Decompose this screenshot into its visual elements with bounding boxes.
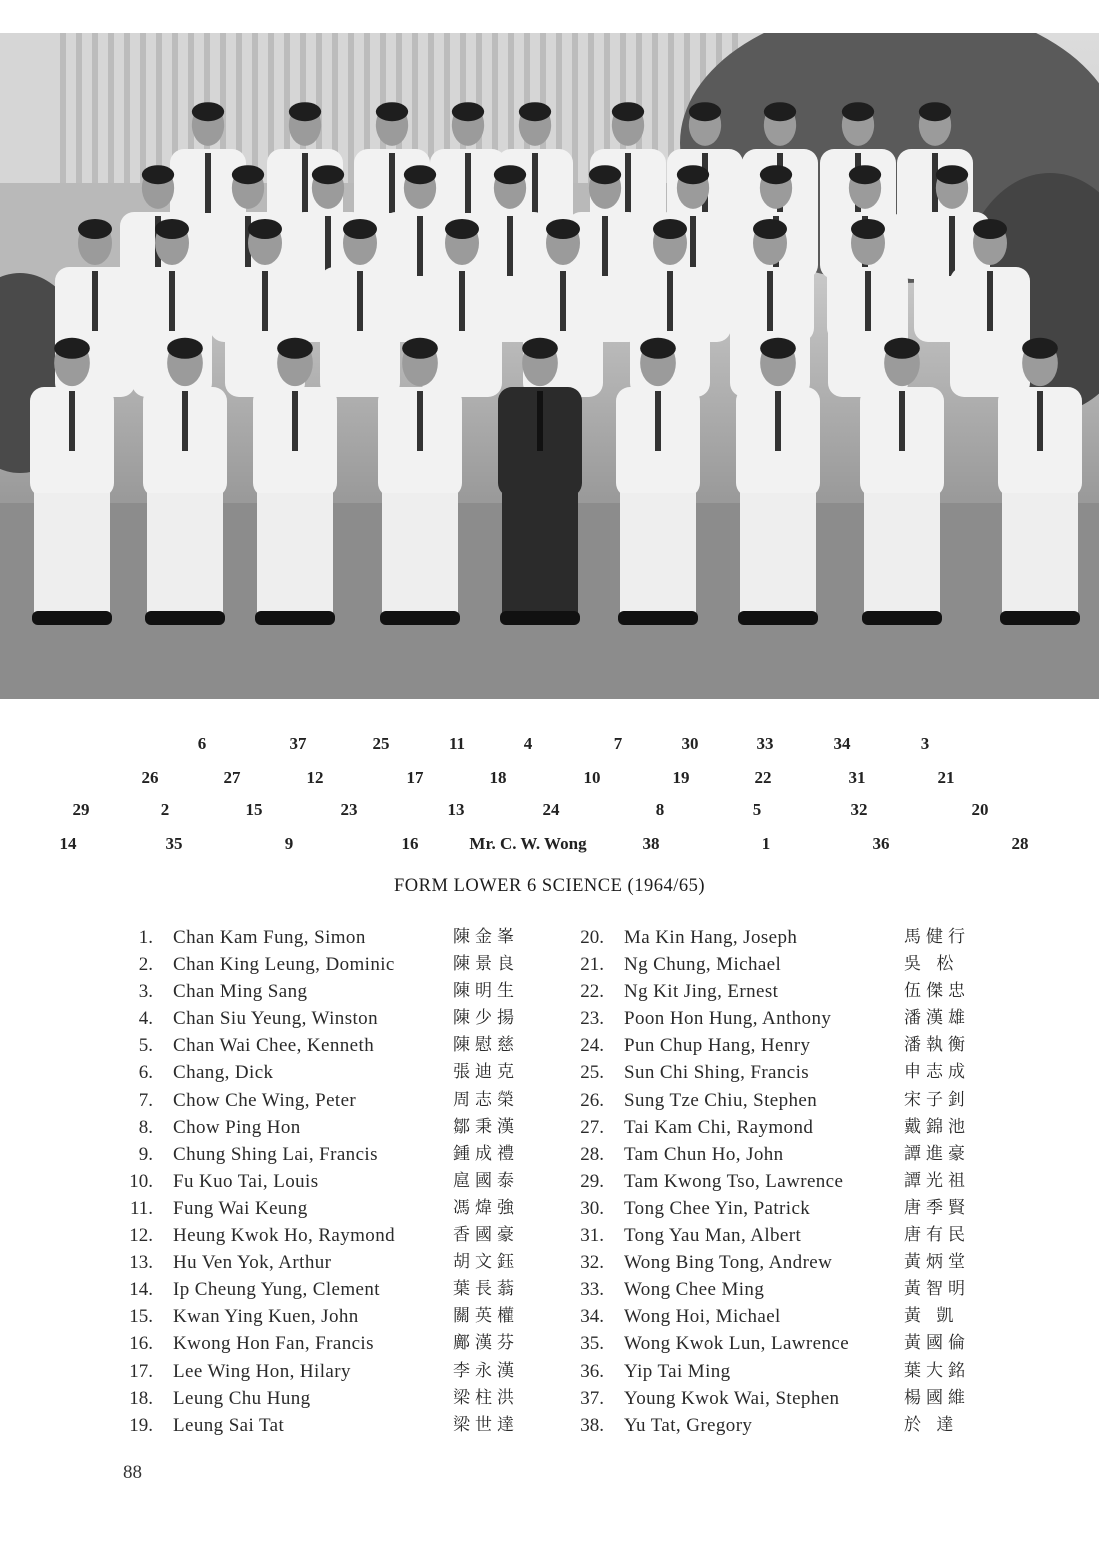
roster-name: Chan Ming Sang: [173, 981, 308, 1003]
figure-hair: [376, 102, 408, 121]
figure-tie: [262, 271, 268, 331]
roster-name: Ng Kit Jing, Ernest: [624, 981, 779, 1003]
roster-name: Chow Ping Hon: [173, 1116, 301, 1138]
roster-chinese-name: 黃國倫: [904, 1333, 970, 1354]
roster-chinese-name: 譚進豪: [904, 1143, 970, 1164]
key-number: 32: [850, 800, 868, 819]
roster-chinese-name: 宋子釗: [904, 1089, 970, 1110]
figure-hair: [612, 102, 644, 121]
louver-slat: [252, 33, 258, 183]
key-number: 16: [401, 834, 419, 853]
figure-tie: [655, 391, 661, 451]
key-number: 35: [165, 834, 183, 853]
roster-chinese-name: 梁世達: [453, 1414, 519, 1435]
figure-hair: [248, 219, 282, 239]
figure-shoes: [32, 611, 112, 625]
figure-hair: [404, 165, 436, 184]
louver-slat: [572, 33, 578, 183]
roster-number: 26.: [580, 1089, 604, 1111]
key-number: 10: [583, 768, 601, 787]
figure-tie: [69, 391, 75, 451]
key-number: 34: [833, 734, 851, 753]
roster-chinese-name: 關英權: [453, 1306, 519, 1327]
key-number: 9: [284, 834, 294, 853]
figure-hair: [849, 165, 881, 184]
roster-name: Yip Tai Ming: [624, 1360, 731, 1382]
figure-hair: [640, 338, 676, 359]
figure-shoes: [380, 611, 460, 625]
roster-chinese-name: 於 達: [904, 1414, 959, 1435]
roster-chinese-name: 楊國維: [904, 1387, 970, 1408]
louver-slat: [108, 33, 114, 183]
roster-name: Chan Kam Fung, Simon: [173, 927, 366, 948]
roster-number: 22.: [580, 981, 604, 1003]
figure-legs: [740, 493, 816, 613]
roster-name: Fung Wai Keung: [173, 1197, 308, 1219]
roster-name: Ip Cheung Yung, Clement: [173, 1279, 380, 1301]
roster-number: 4.: [138, 1008, 153, 1030]
figure-legs: [864, 493, 940, 613]
page-number: 88: [123, 1462, 142, 1483]
louver-slat: [60, 33, 66, 183]
key-number: 3: [920, 734, 930, 753]
figure-hair: [277, 338, 313, 359]
figure-hair: [192, 102, 224, 121]
key-number: 13: [447, 800, 465, 819]
roster-chinese-name: 吳 松: [904, 954, 959, 975]
roster-chinese-name: 李永漢: [453, 1360, 519, 1381]
roster-name: Ng Chung, Michael: [624, 954, 782, 976]
figure-legs: [502, 493, 578, 613]
roster-name: Hu Ven Yok, Arthur: [173, 1252, 332, 1274]
roster-chinese-name: 陳慰慈: [453, 1035, 519, 1056]
roster-chinese-name: 葉大銘: [904, 1360, 970, 1381]
roster-name: Chan Siu Yeung, Winston: [173, 1008, 378, 1030]
roster-chinese-name: 鍾成禮: [453, 1143, 519, 1164]
figure-hair: [155, 219, 189, 239]
figure-hair: [445, 219, 479, 239]
figure-hair: [1022, 338, 1058, 359]
people-group: [30, 102, 1082, 625]
roster-name: Heung Kwok Ho, Raymond: [173, 1225, 396, 1247]
key-number: 8: [655, 800, 665, 819]
louver-slat: [124, 33, 130, 183]
figure-legs: [382, 493, 458, 613]
figure-hair: [494, 165, 526, 184]
roster-chinese-name: 潘漢雄: [904, 1008, 970, 1029]
roster-chinese-name: 張迪克: [453, 1062, 519, 1083]
class-photo: [0, 33, 1099, 699]
roster-name: Wong Kwok Lun, Lawrence: [624, 1333, 850, 1355]
roster-number: 21.: [580, 954, 604, 976]
figure-hair: [760, 165, 792, 184]
roster-chinese-name: 黃炳堂: [904, 1252, 970, 1273]
figure-hair: [142, 165, 174, 184]
key-number: 7: [613, 734, 623, 753]
figure-hair: [936, 165, 968, 184]
figure-hair: [919, 102, 951, 121]
figure-shoes: [255, 611, 335, 625]
figure-tie: [302, 153, 308, 213]
roster-number: 10.: [129, 1170, 153, 1192]
roster-number: 27.: [580, 1116, 604, 1138]
key-number: 11: [448, 734, 466, 753]
roster-number: 18.: [129, 1387, 153, 1409]
figure-tie: [92, 271, 98, 331]
key-number: 5: [752, 800, 762, 819]
roster-number: 32.: [580, 1252, 604, 1274]
figure-tie: [389, 153, 395, 213]
roster-name: Wong Chee Ming: [624, 1279, 765, 1301]
roster-number: 7.: [138, 1089, 153, 1111]
figure-shoes: [862, 611, 942, 625]
roster-number: 17.: [129, 1360, 153, 1382]
figure-legs: [1002, 493, 1078, 613]
louver-slat: [92, 33, 98, 183]
figure-tie: [507, 216, 513, 276]
roster-number: 33.: [580, 1279, 604, 1301]
roster-name: Chang, Dick: [173, 1062, 274, 1084]
roster-number: 2.: [138, 954, 153, 976]
figure-tie: [532, 153, 538, 213]
roster-chinese-name: 唐季賢: [904, 1197, 970, 1218]
figure-hair: [689, 102, 721, 121]
roster-name: Kwong Hon Fan, Francis: [173, 1333, 374, 1355]
roster-name: Lee Wing Hon, Hilary: [173, 1360, 351, 1382]
roster-number: 5.: [138, 1035, 153, 1057]
figure-tie: [775, 391, 781, 451]
roster-name: Chan Wai Chee, Kenneth: [173, 1035, 375, 1057]
figure-hair: [167, 338, 203, 359]
figure-hair: [522, 338, 558, 359]
figure-tie: [205, 153, 211, 213]
roster-number: 3.: [138, 981, 153, 1003]
figure-tie: [560, 271, 566, 331]
figure-hair: [78, 219, 112, 239]
key-number: 1: [761, 834, 771, 853]
figure-tie: [865, 271, 871, 331]
roster-name: Leung Sai Tat: [173, 1414, 285, 1436]
key-number: 23: [340, 800, 358, 819]
figure-hair: [753, 219, 787, 239]
roster-chinese-name: 馮煒強: [453, 1197, 519, 1218]
key-number: 29: [72, 800, 90, 819]
figure-shoes: [618, 611, 698, 625]
figure-tie: [465, 153, 471, 213]
roster-name: Young Kwok Wai, Stephen: [624, 1387, 840, 1409]
roster-number: 6.: [138, 1062, 153, 1084]
roster-chinese-name: 陳少揚: [453, 1008, 519, 1029]
roster-chinese-name: 馬健行: [904, 927, 970, 947]
roster-chinese-name: 葉長蓊: [453, 1279, 519, 1300]
key-number: 21: [937, 768, 955, 787]
roster-name: Sung Tze Chiu, Stephen: [624, 1089, 818, 1111]
roster-name: Poon Hon Hung, Anthony: [624, 1008, 832, 1030]
roster-name: Kwan Ying Kuen, John: [173, 1306, 359, 1328]
figure-tie: [169, 271, 175, 331]
figure-shoes: [500, 611, 580, 625]
roster-chinese-name: 鄒秉漢: [453, 1116, 519, 1137]
figure-hair: [452, 102, 484, 121]
roster-name: Pun Chup Hang, Henry: [624, 1035, 811, 1057]
figure-legs: [34, 493, 110, 613]
roster-name: Fu Kuo Tai, Louis: [173, 1170, 319, 1192]
figure-tie: [292, 391, 298, 451]
class-photo-drawing: [0, 33, 1099, 699]
roster-number: 8.: [138, 1116, 153, 1138]
roster-name: Tai Kam Chi, Raymond: [624, 1116, 814, 1138]
roster-name: Ma Kin Hang, Joseph: [624, 927, 798, 948]
roster-number: 36.: [580, 1360, 604, 1382]
roster-chinese-name: 黃 凱: [904, 1306, 959, 1327]
figure-hair: [842, 102, 874, 121]
roster-name: Chan King Leung, Dominic: [173, 954, 395, 976]
roster-number: 23.: [580, 1008, 604, 1030]
figure-hair: [519, 102, 551, 121]
roster-number: 16.: [129, 1333, 153, 1355]
figure-tie: [182, 391, 188, 451]
roster-number: 31.: [580, 1225, 604, 1247]
figure-tie: [987, 271, 993, 331]
key-number: 2: [160, 800, 170, 819]
key-number: 26: [141, 768, 159, 787]
key-number: 28: [1011, 834, 1029, 853]
key-number: 25: [372, 734, 390, 753]
roster-chinese-name: 扈國泰: [453, 1170, 519, 1191]
roster-name: Tam Kwong Tso, Lawrence: [624, 1170, 844, 1192]
key-number: 19: [672, 768, 690, 787]
figure-hair: [343, 219, 377, 239]
roster-chinese-name: 戴錦池: [904, 1116, 970, 1137]
roster-number: 25.: [580, 1062, 604, 1084]
key-number: 33: [756, 734, 774, 753]
roster-name: Chung Shing Lai, Francis: [173, 1143, 378, 1165]
photo-key: [0, 720, 1099, 853]
roster-name: Chow Che Wing, Peter: [173, 1089, 357, 1111]
key-number: 22: [754, 768, 772, 787]
figure-legs: [147, 493, 223, 613]
louver-slat: [348, 33, 354, 183]
roster-name: Leung Chu Hung: [173, 1387, 311, 1409]
roster-chinese-name: 周志榮: [453, 1089, 519, 1110]
roster-number: 15.: [129, 1306, 153, 1328]
roster-chinese-name: 譚光祖: [904, 1170, 970, 1191]
figure-hair: [760, 338, 796, 359]
figure-hair: [884, 338, 920, 359]
roster-number: 14.: [129, 1279, 153, 1301]
figure-shoes: [145, 611, 225, 625]
key-number: 15: [245, 800, 263, 819]
figure-tie: [899, 391, 905, 451]
roster-number: 24.: [580, 1035, 604, 1057]
roster-chinese-name: 陳景良: [453, 954, 519, 975]
key-number: 27: [223, 768, 241, 787]
figure-tie: [767, 271, 773, 331]
roster-number: 35.: [580, 1333, 604, 1355]
form-title: FORM LOWER 6 SCIENCE (1964/65): [394, 876, 705, 896]
key-number: 20: [971, 800, 989, 819]
roster-chinese-name: 黃智明: [904, 1279, 970, 1300]
key-number: 12: [306, 768, 324, 787]
figure-tie: [625, 153, 631, 213]
roster-chinese-name: 梁柱洪: [453, 1387, 519, 1408]
key-number: 38: [642, 834, 660, 853]
roster-number: 34.: [580, 1306, 604, 1328]
key-number: 6: [197, 734, 207, 753]
roster-chinese-name: 香國豪: [453, 1225, 519, 1246]
roster-name: Yu Tat, Gregory: [624, 1414, 753, 1436]
figure-shoes: [1000, 611, 1080, 625]
figure-tie: [949, 216, 955, 276]
figure-tie: [417, 216, 423, 276]
figure-hair: [402, 338, 438, 359]
roster-number: 29.: [580, 1170, 604, 1192]
louver-slat: [76, 33, 82, 183]
figure-tie: [417, 391, 423, 451]
figure-tie: [459, 271, 465, 331]
figure-hair: [653, 219, 687, 239]
key-number: 4: [523, 734, 533, 753]
roster-chinese-name: 陳明生: [453, 981, 519, 1002]
roster-number: 11.: [129, 1197, 153, 1219]
roster-number: 13.: [129, 1252, 153, 1274]
roster-name: Tam Chun Ho, John: [624, 1143, 784, 1165]
roster-chinese-name: 唐有民: [904, 1225, 970, 1246]
roster-name: Sun Chi Shing, Francis: [624, 1062, 810, 1084]
key-number: 37: [289, 734, 307, 753]
figure-legs: [257, 493, 333, 613]
roster-number: 9.: [138, 1143, 153, 1165]
figure-hair: [546, 219, 580, 239]
roster-name: Tong Chee Yin, Patrick: [624, 1197, 811, 1219]
roster-chinese-name: 伍傑忠: [904, 981, 970, 1002]
roster-chinese-name: 申志成: [904, 1062, 970, 1083]
figure-hair: [232, 165, 264, 184]
figure-tie: [325, 216, 331, 276]
figure-hair: [677, 165, 709, 184]
figure-tie: [357, 271, 363, 331]
roster-number: 28.: [580, 1143, 604, 1165]
figure-tie: [667, 271, 673, 331]
figure-hair: [851, 219, 885, 239]
roster-chinese-name: 陳金峯: [453, 927, 519, 947]
roster-number: 19.: [129, 1414, 153, 1436]
key-number: 17: [406, 768, 424, 787]
roster-name: Tong Yau Man, Albert: [624, 1225, 802, 1247]
figure-hair: [54, 338, 90, 359]
roster-chinese-name: 鄺漢芬: [453, 1333, 519, 1354]
key-number: 36: [872, 834, 890, 853]
figure-hair: [589, 165, 621, 184]
figure-legs: [620, 493, 696, 613]
roster-number: 30.: [580, 1197, 604, 1219]
figure-shoes: [738, 611, 818, 625]
roster-number: 37.: [580, 1387, 604, 1409]
key-number: 14: [59, 834, 77, 853]
roster-name: Wong Hoi, Michael: [624, 1306, 781, 1328]
louver-slat: [140, 33, 146, 183]
roster-chinese-name: 胡文鈺: [453, 1252, 519, 1273]
roster-number: 12.: [129, 1225, 153, 1247]
figure-hair: [973, 219, 1007, 239]
figure-hair: [289, 102, 321, 121]
roster-number: 38.: [580, 1414, 604, 1436]
roster-chinese-name: 潘執衡: [904, 1035, 970, 1056]
figure-tie: [537, 391, 543, 451]
roster-number: 20.: [580, 927, 604, 948]
key-number: 24: [542, 800, 560, 819]
key-number: 30: [681, 734, 699, 753]
figure-hair: [312, 165, 344, 184]
figure-tie: [1037, 391, 1043, 451]
figure-tie: [602, 216, 608, 276]
figure-hair: [764, 102, 796, 121]
roster-number: 1.: [138, 927, 153, 948]
louver-slat: [156, 33, 162, 183]
key-number: 18: [489, 768, 507, 787]
teacher-key-label: Mr. C. W. Wong: [469, 834, 587, 853]
key-number: 31: [848, 768, 866, 787]
roster-name: Wong Bing Tong, Andrew: [624, 1252, 833, 1274]
